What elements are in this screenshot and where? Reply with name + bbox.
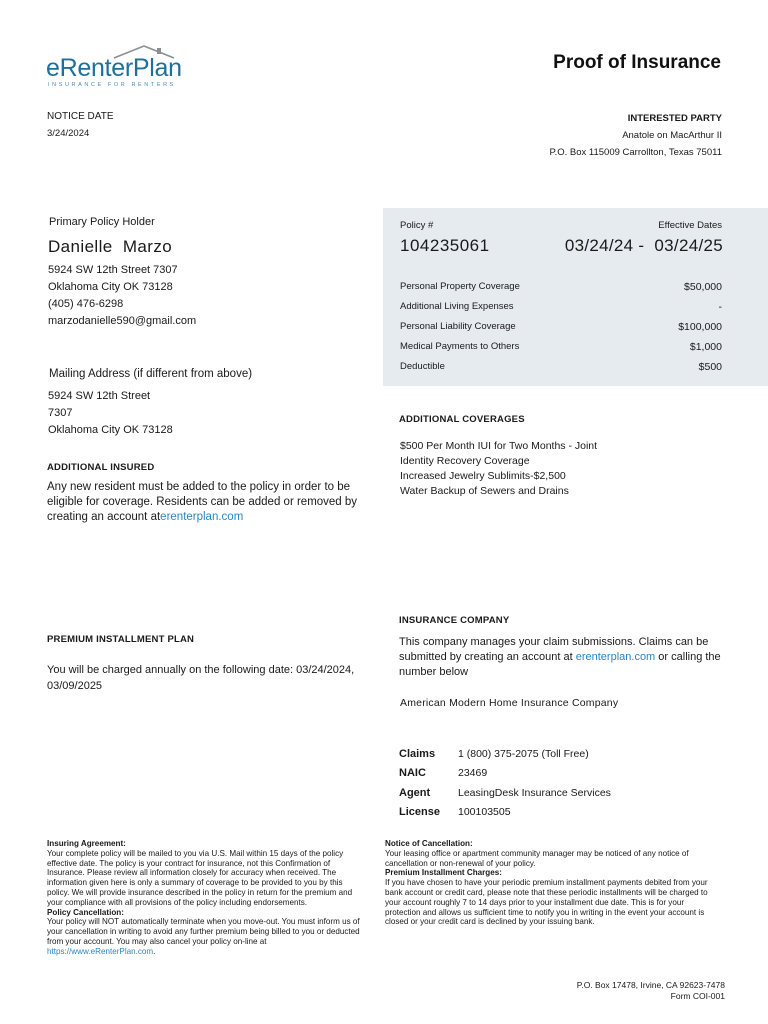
contact-value: 100103505 [458,806,511,819]
insurance-company-name: American Modern Home Insurance Company [400,697,619,709]
policy-number: 104235061 [400,236,490,255]
insurance-company-heading: INSURANCE COMPANY [399,615,510,626]
list-item: Identity Recovery Coverage [400,455,530,467]
policy-cancellation-body: Your policy will NOT automatically terminate when you move-out. You must inform us of your cancellation in writing to avoid any further premium being billed to you or deducted from your account. You may also cancel your policy on-line at [47,917,360,946]
installment-charges-text: If you have chosen to have your periodic premium installment payments debited from your bank account or credit card, please note that these periodic installments will be charged to your account roughly 7 to 14 days prior to your installment due date. This is for your protection and allows us sufficient time to notify you in writing in the event your account is closed or your credit card is declined by your issuing bank. [385,878,708,927]
erenterplan-link[interactable]: erenterplan.com [575,651,656,663]
notice-of-cancellation-title: Notice of Cancellation: [385,839,473,848]
coverage-row [400,321,722,333]
fine-print-right [385,839,721,927]
footer [577,980,725,1002]
insurance-company-body: This company manages your claim submissions. Claims can be submitted by creating an account at [399,636,709,663]
brand-logo [46,44,196,92]
policy-number-label: Policy # [400,220,434,231]
contact-key: License [399,806,440,819]
list-item: Water Backup of Sewers and Drains [400,485,569,497]
insuring-agreement-text: Your complete policy will be mailed to you via U.S. Mail within 15 days of the policy effective date. The policy is your contract for insurance, not this Confirmation of Insurance. Please review all information closely for accuracy when received. The information given here is only a summary of coverage to be provided to you by this policy. We will provide insurance described in the policy in return for the premium and your compliance with all provisions of the policy including endorsements. [47,848,353,907]
coverage-row [400,281,722,293]
list-item: $500 Per Month IUI for Two Months - Joint [400,440,598,452]
coverage-row [400,301,722,313]
coverage-row [400,361,722,373]
erenterplan-url-link[interactable]: https://www.eRenterPlan.com [47,946,154,956]
additional-coverages-list [400,439,597,499]
effective-dates-label: Effective Dates [658,220,722,231]
premium-plan-text: You will be charged annually on the following date: 03/24/2024, 03/09/2025 [47,664,355,692]
premium-plan-heading: PREMIUM INSTALLMENT PLAN [47,634,195,645]
effective-dates: 03/24/24 - 03/24/25 [564,236,723,255]
installment-charges-title: Premium Installment Charges: [385,868,502,878]
mailing-line2: 7307 [48,407,73,419]
policy-summary-panel [383,208,768,386]
coverage-value: $1,000 [689,341,722,353]
contact-key: Agent [399,786,431,799]
coverage-name: Personal Liability Coverage [400,321,516,332]
contact-key: Claims [399,747,436,760]
document-title: Proof of Insurance [553,52,721,73]
mailing-line1: 5924 SW 12th Street [48,390,151,402]
coverage-value: - [718,301,722,313]
additional-insured-text [47,480,372,525]
brand-name: eRenterPlan [46,54,182,82]
coverage-value: $100,000 [678,321,722,333]
erenterplan-link[interactable]: erenterplan.com [160,511,244,523]
insurance-company-text [399,635,729,680]
fine-print-left [47,839,365,957]
coverage-name: Personal Property Coverage [400,281,520,292]
policy-cancellation-text: Your policy will NOT automatically terminate when you move-out. You must inform us of your cancellation in writing to avoid any further premium being billed to you or deducted from your account. You may also cancel your policy on-line at https://www.eRenterPlan.com. [47,917,360,956]
coverage-name: Medical Payments to Others [400,341,520,352]
contact-row [399,803,611,823]
coverage-row [400,341,722,353]
mailing-line3: Oklahoma City OK 73128 [48,424,173,436]
footer-address: P.O. Box 17478, Irvine, CA 92623-7478 [576,980,725,990]
coverage-name: Deductible [400,361,445,372]
policy-cancellation-title: Policy Cancellation: [47,907,124,917]
contact-row [399,764,611,784]
holder-email: marzodanielle590@gmail.com [48,315,197,327]
contact-key: NAIC [399,767,426,780]
contact-value: 23469 [458,767,488,780]
coverage-value: $50,000 [684,281,722,293]
contact-row [399,744,611,764]
contact-value: LeasingDesk Insurance Services [458,786,611,799]
additional-insured-body: Any new resident must be added to the policy in order to be eligible for coverage. Residents can be added or removed by creating an account at [47,481,358,523]
holder-address-line2: Oklahoma City OK 73128 [48,281,173,293]
holder-details [48,262,196,330]
notice-of-cancellation-text: Your leasing office or apartment community manager may be noticed of any notice of cancellation or non-renewal of your policy. [385,848,689,868]
footer-form-number: Form COI-001 [670,991,725,1001]
additional-coverages-heading: ADDITIONAL COVERAGES [399,414,525,425]
notice-date-value: 3/24/2024 [47,128,90,139]
contact-value: 1 (800) 375-2075 (Toll Free) [458,747,589,760]
interested-party-name: Anatole on MacArthur II [622,130,722,141]
holder-name: Danielle Marzo [48,237,173,256]
mailing-address [48,388,173,439]
interested-party-address: P.O. Box 115009 Carrollton, Texas 75011 [549,147,722,158]
contact-row [399,783,611,803]
holder-label: Primary Policy Holder [49,216,155,228]
notice-date-label: NOTICE DATE [47,111,114,122]
additional-insured-heading: ADDITIONAL INSURED [47,462,155,473]
coverage-value: $500 [698,361,722,373]
insuring-agreement-title: Insuring Agreement: [47,839,126,848]
mailing-label: Mailing Address (if different from above) [49,368,253,380]
interested-party-label: INTERESTED PARTY [627,113,722,124]
company-contacts [399,744,611,822]
coverage-name: Additional Living Expenses [400,301,514,312]
brand-tagline: INSURANCE FOR RENTERS [48,82,176,88]
holder-phone: (405) 476-6298 [48,298,124,310]
list-item: Increased Jewelry Sublimits-$2,500 [400,470,566,482]
interested-party [549,110,722,161]
insurance-company-body-end: or calling the number below [399,651,721,678]
holder-address-line1: 5924 SW 12th Street 7307 [48,264,178,276]
